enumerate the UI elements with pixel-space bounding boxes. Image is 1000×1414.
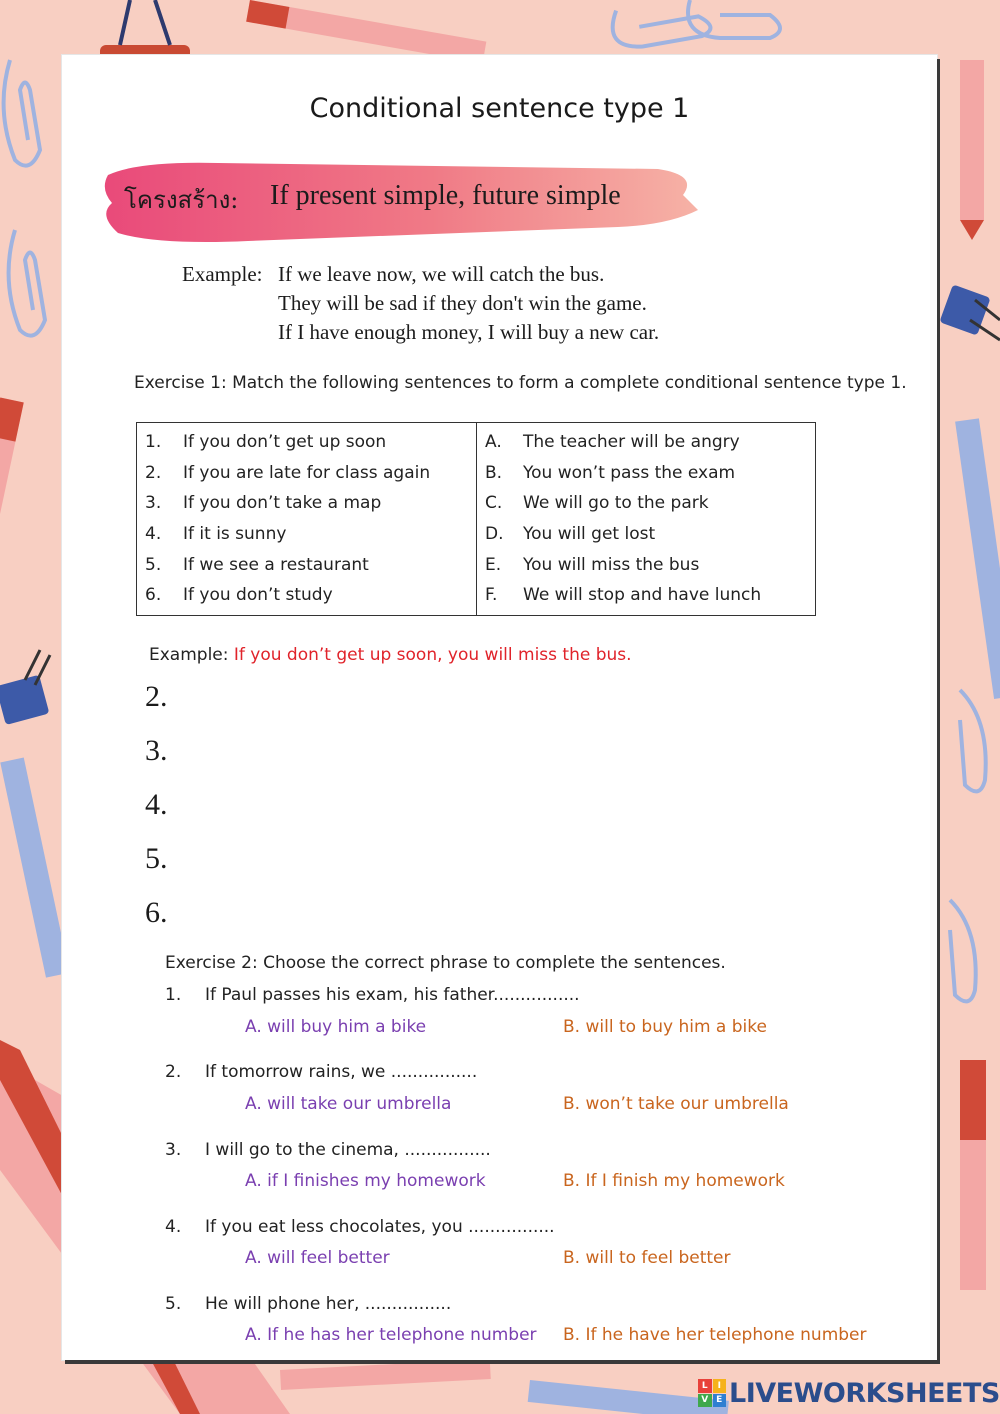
logo-mark: L I V E: [698, 1379, 726, 1407]
exercise1-example: [149, 645, 632, 665]
table-row: 1. If you don’t get up soon: [145, 432, 387, 453]
table-row: 6. If you don’t study: [145, 585, 333, 606]
question: 5. He will phone her, ................: [165, 1294, 452, 1314]
question: 3. I will go to the cinema, ................: [165, 1140, 491, 1160]
option-a[interactable]: A. will feel better: [245, 1248, 390, 1268]
example-label: Example:: [182, 262, 263, 286]
option-b[interactable]: B. will to buy him a bike: [563, 1017, 767, 1037]
option-a[interactable]: A. If he has her telephone number: [245, 1325, 537, 1345]
table-row: 5. If we see a restaurant: [145, 554, 369, 575]
option-b[interactable]: B. If he have her telephone number: [563, 1325, 867, 1345]
option-a[interactable]: A. will buy him a bike: [245, 1017, 427, 1037]
structure-formula: If present simple, future simple: [270, 180, 621, 211]
table-row: C. We will go to the park: [485, 493, 709, 514]
exercise1-heading: Exercise 1: Match the following sentences to form a complete conditional sentence type 1.: [134, 373, 907, 393]
table-row: 2. If you are late for class again: [145, 462, 431, 483]
table-row: B. You won’t pass the exam: [485, 462, 736, 483]
structure-label: โครงสร้าง:: [124, 186, 239, 214]
option-b[interactable]: B. If I finish my homework: [563, 1171, 785, 1191]
example-line: If I have enough money, I will buy a new car.: [278, 320, 660, 344]
table-row: 3. If you don’t take a map: [145, 493, 382, 514]
question: 2. If tomorrow rains, we ................: [165, 1062, 478, 1082]
matching-table: [136, 422, 816, 616]
table-row: 4. If it is sunny: [145, 524, 287, 545]
option-b[interactable]: B. won’t take our umbrella: [563, 1094, 789, 1114]
table-row: A. The teacher will be angry: [485, 432, 740, 453]
example-label: Example:: [149, 645, 229, 665]
example-answer: If you don’t get up soon, you will miss the bus.: [233, 645, 632, 665]
question: 1. If Paul passes his exam, his father................: [165, 985, 580, 1005]
option-a[interactable]: A. will take our umbrella: [245, 1094, 452, 1114]
answer-number: 6.: [145, 896, 168, 929]
conditions-column: [137, 423, 477, 616]
question: 4. If you eat less chocolates, you ................: [165, 1217, 555, 1237]
table-row: D. You will get lost: [485, 524, 656, 545]
example-line: If we leave now, we will catch the bus.: [278, 262, 605, 286]
exercise2-heading: Exercise 2: Choose the correct phrase to complete the sentences.: [165, 953, 726, 973]
answer-number: 4.: [145, 788, 168, 821]
option-a[interactable]: A. if I finishes my homework: [245, 1171, 486, 1191]
liveworksheets-logo[interactable]: [698, 1376, 1000, 1410]
logo-text: LIVEWORKSHEETS: [729, 1377, 1000, 1409]
example-line: They will be sad if they don't win the game.: [278, 291, 647, 315]
page-title: Conditional sentence type 1: [309, 93, 690, 124]
answer-number: 3.: [145, 734, 168, 767]
table-row: E. You will miss the bus: [485, 554, 700, 575]
table-row: F. We will stop and have lunch: [485, 585, 762, 606]
worksheet-page: [62, 55, 937, 1360]
answer-number: 5.: [145, 842, 168, 875]
option-b[interactable]: B. will to feel better: [563, 1248, 731, 1268]
results-column: [477, 423, 816, 616]
answer-number: 2.: [145, 680, 168, 713]
